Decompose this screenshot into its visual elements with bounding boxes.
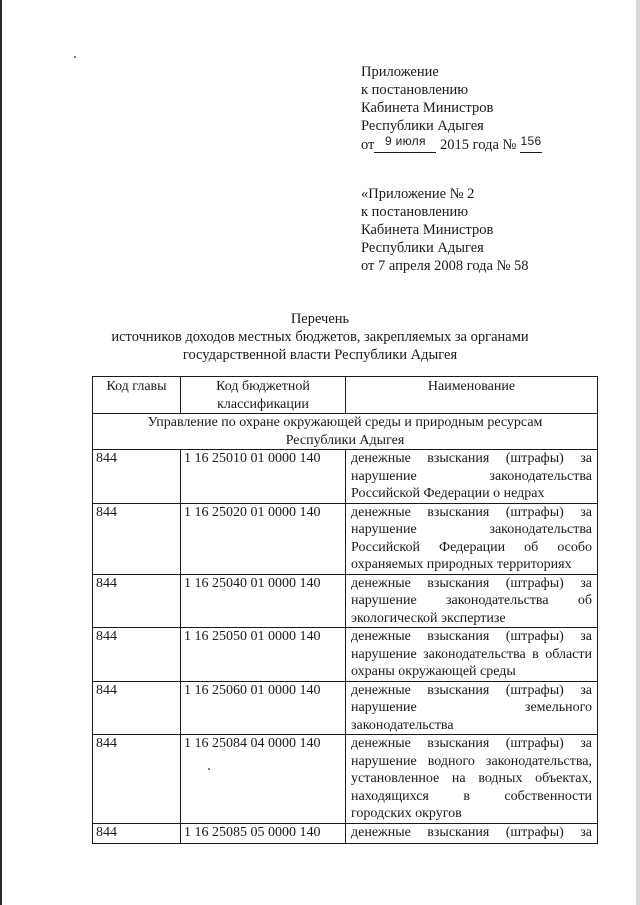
cell-head-code: 844 [93,681,181,735]
cell-name: денежные взыскания (штрафы) за нарушение земельного законодательства [346,681,598,735]
cell-budget-code: 1 16 25085 05 0000 140 [181,823,346,843]
section-row [93,414,598,450]
table-row [93,450,598,504]
scan-edge-left [0,0,2,905]
table-row [93,628,598,682]
scan-edge-right [636,0,640,905]
cell-budget-code: 1 16 25010 01 0000 140 [181,450,346,504]
table-row [93,735,598,824]
cell-budget-code: 1 16 25084 04 0000 140 [181,735,346,824]
appendix-block [361,63,542,154]
appendix2-line: от 7 апреля 2008 года № 58 [361,258,529,274]
appendix2-line: «Приложение № 2 [361,186,475,202]
document-subtitle-line: источников доходов местных бюджетов, закрепляемых за органами [111,329,529,345]
appendix-line: Приложение [361,64,439,80]
revenue-sources-table [92,376,598,844]
appendix-date-line [361,135,542,154]
cell-budget-code: 1 16 25020 01 0000 140 [181,503,346,574]
date-suffix: 2015 года № [440,137,517,153]
handwritten-date: 9 июля [385,134,426,148]
cell-head-code: 844 [93,503,181,574]
header-name: Наименование [346,377,598,414]
cell-budget-code: 1 16 25060 01 0000 140 [181,681,346,735]
appendix2-line: к постановлению [361,204,469,220]
appendix2-block [361,185,529,275]
table-row [93,823,598,843]
cell-name: денежные взыскания (штрафы) за нарушение законодательства Российской Федерации о недрах [346,450,598,504]
header-budget-code-line: классификации [217,396,309,412]
cell-budget-code: 1 16 25040 01 0000 140 [181,574,346,628]
cell-head-code: 844 [93,450,181,504]
header-head-code: Код главы [93,377,181,414]
appendix-line: Кабинета Министров [361,100,494,116]
cell-head-code: 844 [93,735,181,824]
cell-name: денежные взыскания (штрафы) за нарушение законодательства в области охраны окружающей среды [346,628,598,682]
date-prefix: от [361,137,375,153]
appendix2-line: Республики Адыгея [361,240,484,256]
scan-speck [74,56,76,58]
handwritten-number: 156 [520,134,542,148]
cell-name: денежные взыскания (штрафы) за [346,823,598,843]
appendix-line: к постановлению [361,82,469,98]
document-subtitle-line: государственной власти Республики Адыгея [182,347,458,363]
cell-name: денежные взыскания (штрафы) за нарушение водного законодательства, установленное на водных объектах, находящихся в собственности городских округов [346,735,598,824]
header-budget-code [181,377,346,414]
cell-budget-code: 1 16 25050 01 0000 140 [181,628,346,682]
table-row [93,503,598,574]
table-row [93,574,598,628]
cell-name: денежные взыскания (штрафы) за нарушение законодательства Российской Федерации об особо охраняемых природных территориях [346,503,598,574]
section-line: Республики Адыгея [285,432,405,448]
cell-head-code: 844 [93,574,181,628]
cell-name: денежные взыскания (штрафы) за нарушение законодательства об экологической экспертизе [346,574,598,628]
cell-head-code: 844 [93,628,181,682]
appendix-line: Республики Адыгея [361,118,484,134]
section-line: Управление по охране окружающей среды и природным ресурсам [147,415,543,430]
table-row [93,681,598,735]
header-budget-code-line: Код бюджетной [216,379,310,394]
cell-head-code: 844 [93,823,181,843]
document-title: Перечень [290,311,350,327]
appendix2-line: Кабинета Министров [361,222,494,238]
